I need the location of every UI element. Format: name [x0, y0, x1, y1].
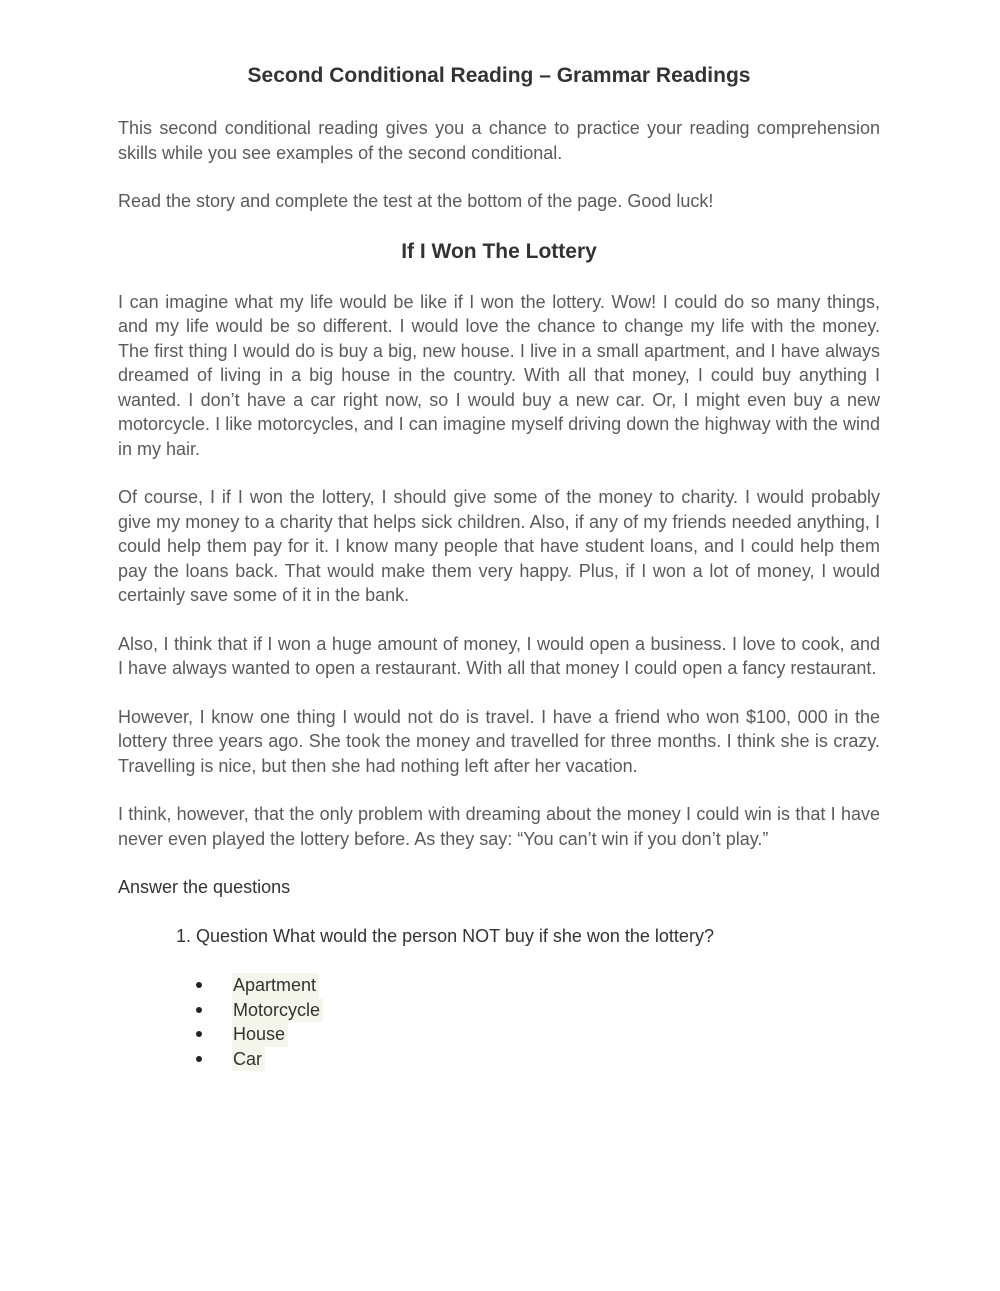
bullet-icon [196, 1031, 202, 1037]
answer-option-house [196, 1021, 880, 1046]
bullet-icon [196, 982, 202, 988]
bullet-icon [196, 1056, 202, 1062]
answer-option-car [196, 1046, 880, 1071]
quiz-label: Answer the questions [118, 877, 291, 897]
answer-option-apartment [196, 972, 880, 997]
story-paragraph: Also, I think that if I won a huge amount of money, I would open a business. I love to cook, and I have always wanted to open a restaurant. With all that money I could open a fancy restaurant. [118, 633, 880, 678]
story-paragraph: I think, however, that the only problem with dreaming about the money I could win is that I have never even played the lottery before. As they say: “You can’t win if you don’t play.” [118, 804, 880, 849]
bullet-icon [196, 1007, 202, 1013]
answer-button-apartment[interactable]: Apartment [232, 973, 319, 998]
answer-button-car[interactable]: Car [232, 1047, 265, 1072]
story-paragraph: Of course, I if I won the lottery, I should give some of the money to charity. I would probably give my money to a charity that helps sick children. Also, if any of my friends needed anything, I could help them pay for it. I know many people that have student loans, and I could help them pay the loans back. That would make them very happy. Plus, if I won a lot of money, I would certainly save some of it in the bank. [118, 487, 880, 605]
intro-paragraph: This second conditional reading gives you a chance to practice your reading comprehension skills while you see examples of the second conditional. [118, 118, 880, 163]
answer-option-motorcycle [196, 997, 880, 1022]
quiz-question: 1. Question What would the person NOT buy if she won the lottery? [176, 925, 714, 946]
answer-button-motorcycle[interactable]: Motorcycle [232, 998, 323, 1023]
intro-instructions: Read the story and complete the test at the bottom of the page. Good luck! [118, 191, 714, 211]
answer-options [118, 972, 880, 1070]
answer-button-house[interactable]: House [232, 1022, 288, 1047]
story-title: If I Won The Lottery [401, 239, 597, 263]
page-title: Second Conditional Reading – Grammar Readings [247, 64, 751, 87]
story-paragraph: I can imagine what my life would be like if I won the lottery. Wow! I could do so many things, and my life would be so different. I would love the chance to change my life with the money. The first thing I would do is buy a big, new house. I live in a small apartment, and I have always dreamed of living in a big house in the country. With all that money, I could buy anything I wanted. I don’t have a car right now, so I would buy a new car. Or, I might even buy a new motorcycle. I like motorcycles, and I can imagine myself driving down the highway with the wind in my hair. [118, 291, 880, 459]
story-paragraph: However, I know one thing I would not do is travel. I have a friend who won $100, 000 in the lottery three years ago. She took the money and travelled for three months. I think she is crazy. Travelling is nice, but then she had nothing left after her vacation. [118, 706, 880, 776]
